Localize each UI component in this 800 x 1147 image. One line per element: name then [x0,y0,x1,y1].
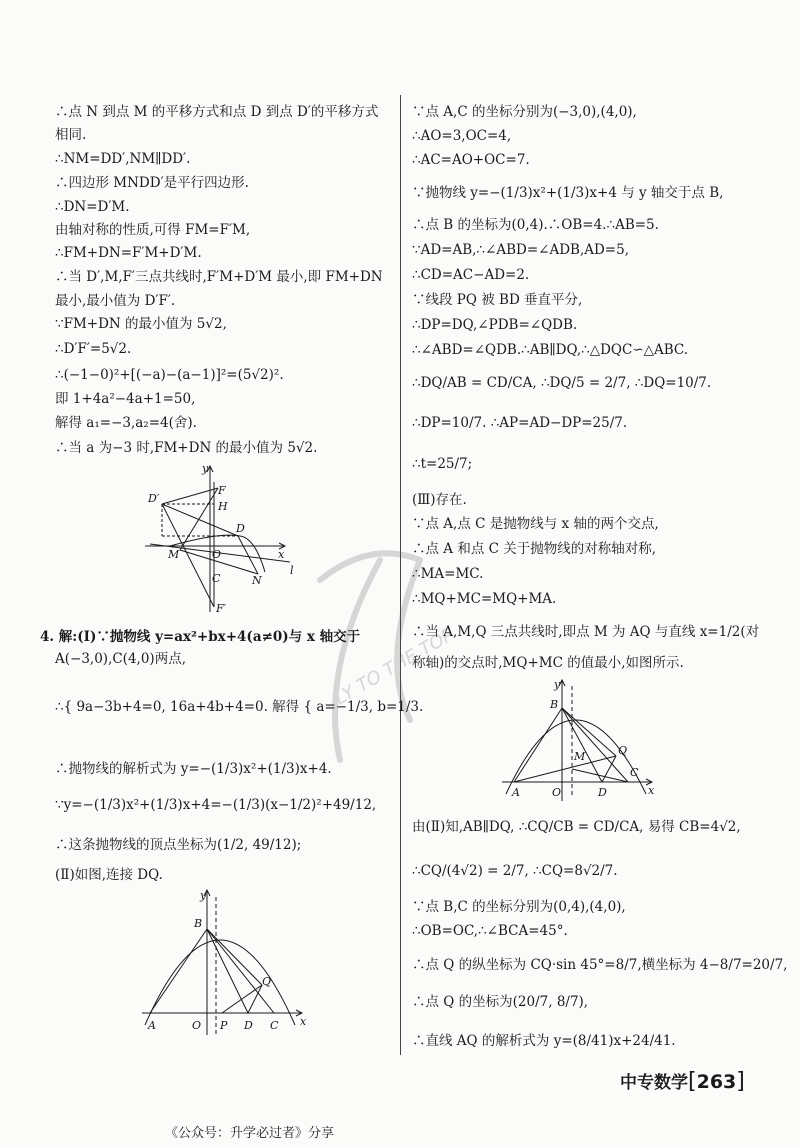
text-line: ∴点 A 和点 C 关于抛物线的对称轴对称, [412,541,657,557]
text-line: ∴MQ+MC=MQ+MA. [412,591,557,607]
text-line: ∴CQ/(4√2) = 2/7, ∴CQ=8√2/7. [412,863,618,879]
footer-share-text: 《公众号：升学必过者》分享 [165,1126,335,1141]
text-line: ∵y=−(1/3)x²+(1/3)x+4=−(1/3)(x−1/2)²+49/12, [55,797,377,813]
fig1-label: y [202,462,209,475]
text-line: 由(Ⅱ)知,AB∥DQ, ∴CQ/CB = CD/CA, 易得 CB=4√2, [412,819,741,835]
fig2-label: D [244,1019,253,1032]
fig1-label: F [218,484,226,497]
text-line: 相同. [55,127,87,143]
text-line: ∴四边形 MNDD′是平行四边形. [55,175,249,191]
text-line: (Ⅲ)存在. [412,492,467,508]
fig1-label: N [252,574,262,587]
fig3-label: O [552,786,562,799]
fig1-label: x [278,548,285,561]
fig2-label: y [200,889,207,902]
text-line: 解得 a₁=−3,a₂=4(舍). [55,415,197,431]
text-line: ∵线段 PQ 被 BD 垂直平分, [412,292,583,308]
text-line: ∴当 a 为−3 时,FM+DN 的最小值为 5√2. [55,440,318,456]
text-line: ∵FM+DN 的最小值为 5√2, [55,316,227,332]
figure-3-parabola [500,676,660,806]
text-line: (Ⅱ)如图,连接 DQ. [55,867,163,883]
text-line: ∴DQ/AB = CD/CA, ∴DQ/5 = 2/7, ∴DQ=10/7. [412,375,712,391]
text-line: ∴∠ABD=∠QDB.∴AB∥DQ,∴△DQC∽△ABC. [412,342,689,358]
fig1-label: M [168,548,180,561]
text-line: 最小,最小值为 D′F′. [55,293,176,309]
text-line: A(−3,0),C(4,0)两点, [55,651,186,667]
text-line: ∴抛物线的解析式为 y=−(1/3)x²+(1/3)x+4. [55,761,332,777]
fig2-label: x [300,1015,307,1028]
text-line: ∴OB=OC,∴∠BCA=45°. [412,923,568,939]
fig1-label: D [236,522,245,535]
text-line: ∴点 N 到点 M 的平移方式和点 D 到点 D′的平移方式 [55,104,379,120]
text-line: 即 1+4a²−4a+1=50, [55,391,196,407]
text-line: ∴D′F′=5√2. [55,341,132,357]
text-line: 称轴)的交点时,MQ+MC 的值最小,如图所示. [412,655,684,671]
solution-heading: 4. 解:(Ⅰ)∵抛物线 y=ax²+bx+4(a≠0)与 x 轴交于 [40,629,361,645]
fig2-label: O [192,1019,202,1032]
fig3-label: D [598,786,607,799]
fig2-label: Q [262,975,272,988]
fig2-label: P [220,1019,228,1032]
text-line: ∴点 Q 的纵坐标为 CQ·sin 45°=8/7,横坐标为 4−8/7=20/7, [412,957,788,973]
watermark-text: LY TO THE TOP [331,624,458,710]
fig3-label: B [550,698,559,711]
text-line: ∵抛物线 y=−(1/3)x²+(1/3)x+4 与 y 轴交于点 B, [412,185,724,201]
text-line: ∴DP=10/7. ∴AP=AD−DP=25/7. [412,415,628,431]
text-line: ∴NM=DD′,NM∥DD′. [55,151,191,167]
text-line: ∴当 D′,M,F′三点共线时,F′M+D′M 最小,即 FM+DN [55,269,383,285]
text-line: ∴这条抛物线的顶点坐标为(1/2, 49/12); [55,837,302,853]
text-line: ∵点 A,C 的坐标分别为(−3,0),(4,0), [412,104,637,120]
fig3-label: Q [618,744,628,757]
fig3-label: A [512,786,520,799]
fig3-label: x [648,784,655,797]
text-line: ∴CD=AC−AD=2. [412,267,530,283]
text-line: ∴DP=DQ,∠PDB=∠QDB. [412,317,578,333]
fig3-label: C [630,766,639,779]
fig2-label: C [270,1019,279,1032]
page-number: 263 [696,1071,737,1093]
text-line: ∴FM+DN=F′M+D′M. [55,245,202,261]
fig3-label: M [574,750,586,763]
text-line: ∴点 Q 的坐标为(20/7, 8/7), [412,994,589,1010]
fig1-label: H [218,500,228,513]
fig1-label: D′ [148,492,160,505]
text-line: ∴DN=D′M. [55,199,130,215]
fig2-label: A [148,1019,156,1032]
text-line: ∴当 A,M,Q 三点共线时,即点 M 为 AQ 与直线 x=1/2(对 [412,624,760,640]
equation-system: ∴{ 9a−3b+4=0, 16a+4b+4=0. 解得 { a=−1/3, b=1/3. [55,699,424,715]
text-line: 由轴对称的性质,可得 FM=F′M, [55,222,251,238]
text-line: ∴AC=AO+OC=7. [412,152,530,168]
text-line: ∵点 B,C 的坐标分别为(0,4),(4,0), [412,899,626,915]
fig1-label: l [290,564,294,577]
figure-2-parabola [140,885,310,1040]
figure-1-geometry [140,462,300,622]
text-line: ∵点 A,点 C 是抛物线与 x 轴的两个交点, [412,516,659,532]
text-line: ∴(−1−0)²+[(−a)−(a−1)]²=(5√2)². [55,367,284,383]
text-line: ∴t=25/7; [412,456,473,472]
fig1-label: O [212,548,222,561]
fig1-label: C [212,572,221,585]
watermark-logo [300,520,500,780]
text-line: ∵AD=AB,∴∠ABD=∠ADB,AD=5, [412,242,630,258]
text-line: ∴MA=MC. [412,566,484,582]
fig1-label: F′ [216,602,227,615]
page-footer-brand: 中专数学[263] [620,1069,745,1094]
footer-brand-text: 中专数学 [620,1073,688,1093]
text-line: ∴AO=3,OC=4, [412,128,512,144]
text-line: ∴直线 AQ 的解析式为 y=(8/41)x+24/41. [412,1033,676,1049]
text-line: ∴点 B 的坐标为(0,4).∴OB=4.∴AB=5. [412,217,659,233]
fig3-label: y [554,678,561,691]
fig2-label: B [194,917,203,930]
